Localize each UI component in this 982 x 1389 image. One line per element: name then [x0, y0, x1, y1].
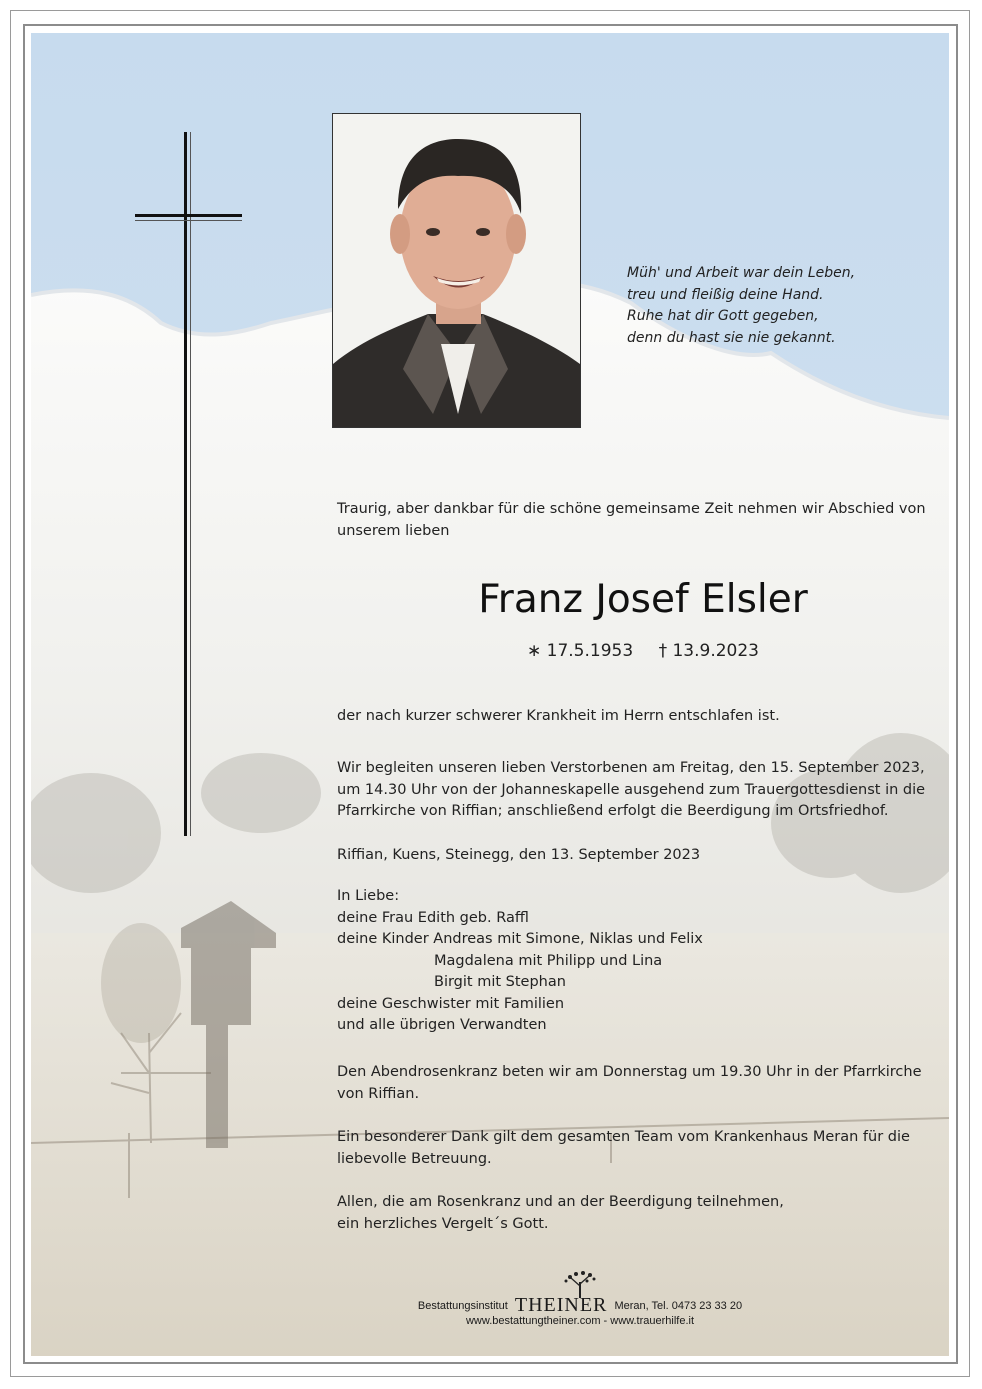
memorial-poem: [627, 263, 855, 349]
intro-line: Traurig, aber dankbar für die schöne gemeinsame Zeit nehmen wir Abschied von: [337, 501, 926, 517]
thanks-line: liebevolle Betreuung.: [337, 1150, 492, 1167]
footer-web: www.bestattungtheiner.com - www.trauerhilfe.it: [465, 1315, 695, 1327]
intro-text: [337, 499, 926, 542]
place-date-line: Riffian, Kuens, Steinegg, den 13. September 2023: [337, 847, 701, 863]
closing-note: [337, 1192, 784, 1235]
funeral-line: um 14.30 Uhr von der Johanneskapelle ausgehend zum Trauergottesdienst in die: [337, 781, 926, 798]
closing-line: Allen, die am Rosenkranz und an der Beerdigung teilnehmen,: [337, 1194, 784, 1210]
intro-line: unserem lieben: [337, 522, 450, 539]
mourner-relatives: und alle übrigen Verwandten: [337, 1017, 547, 1033]
mourner-children: Magdalena mit Philipp und Lina: [434, 952, 663, 969]
thanks-line: Ein besonderer Dank gilt dem gesamten Team vom Krankenhaus Meran für die: [337, 1129, 910, 1145]
rosary-line: von Riffian.: [337, 1085, 420, 1102]
funeral-home-footer: [300, 1270, 860, 1329]
poem-line: treu und fleißig deine Hand.: [627, 286, 824, 303]
life-dates: [337, 639, 949, 663]
death-note: [337, 706, 780, 728]
footer-prefix: Bestattungsinstitut: [417, 1300, 508, 1312]
cross-horizontal-bar: [135, 214, 242, 217]
cross-horizontal-shadow: [135, 220, 242, 221]
cross-vertical-bar: [184, 132, 187, 836]
mourners-list: [337, 886, 703, 1037]
rosary-note: [337, 1062, 922, 1105]
death-note-line: der nach kurzer schwerer Krankheit im Herrn entschlafen ist.: [337, 708, 780, 724]
funeral-line: Pfarrkirche von Riffian; anschließend erfolgt die Beerdigung im Ortsfriedhof.: [337, 803, 889, 819]
poem-line: denn du hast sie nie gekannt.: [627, 329, 836, 346]
mourner-wife: deine Frau Edith geb. Raffl: [337, 909, 529, 926]
funeral-announcement: [337, 758, 925, 823]
poem-line: Ruhe hat dir Gott gegeben,: [627, 308, 819, 324]
mourners-heading: In Liebe:: [337, 888, 400, 904]
mourner-children: Birgit mit Stephan: [434, 974, 566, 990]
birth-date: ∗ 17.5.1953: [526, 641, 634, 661]
rosary-line: Den Abendrosenkranz beten wir am Donnerstag um 19.30 Uhr in der Pfarrkirche: [337, 1064, 922, 1080]
portrait-illustration: [333, 114, 580, 427]
place-and-date: [337, 845, 700, 867]
footer-brand: THEINER: [514, 1294, 608, 1316]
deceased-name: Franz Josef Elsler: [478, 577, 808, 622]
mourner-siblings: deine Geschwister mit Familien: [337, 995, 565, 1012]
obituary-card: [31, 33, 949, 1356]
portrait-photo: [332, 113, 581, 428]
funeral-line: Wir begleiten unseren lieben Verstorbenen am Freitag, den 15. September 2023,: [337, 760, 925, 776]
footer-contact-line: [300, 1294, 860, 1316]
mourner-children: deine Kinder Andreas mit Simone, Niklas und Felix: [337, 931, 703, 947]
death-date: † 13.9.2023: [658, 641, 759, 661]
thanks-note: [337, 1127, 910, 1170]
closing-line: ein herzliches Vergelt´s Gott.: [337, 1215, 549, 1232]
footer-contact: Meran, Tel. 0473 23 33 20: [614, 1300, 743, 1312]
cross-vertical-shadow: [190, 132, 191, 836]
poem-line: Müh' und Arbeit war dein Leben,: [627, 265, 856, 281]
